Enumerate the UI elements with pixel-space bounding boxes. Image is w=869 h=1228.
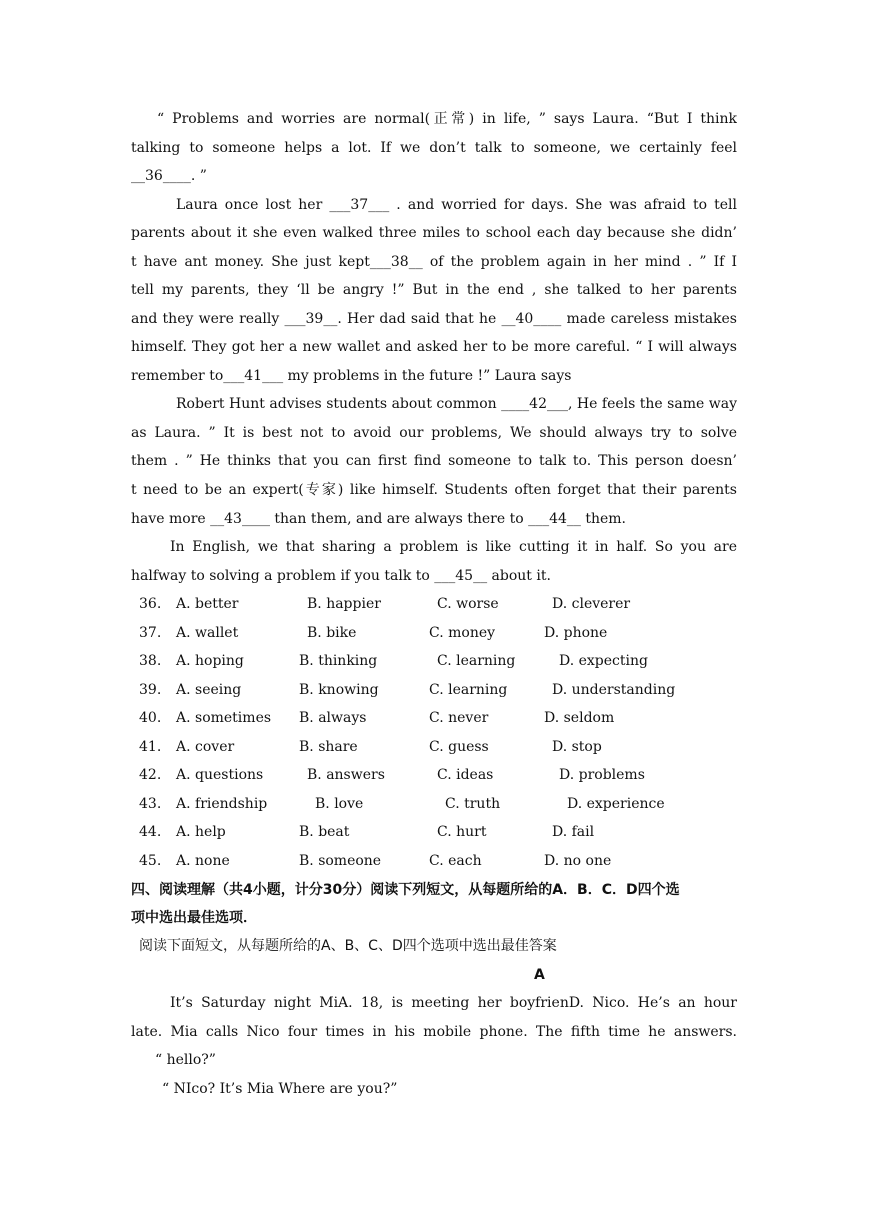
option-c: C. guess <box>429 739 489 755</box>
passage-line: t need to be an expert(专家) like himself. Students often forget that their parents <box>131 482 737 498</box>
passage-line: them . ” He thinks that you can first find someone to talk to. This person doesn’ <box>131 453 737 469</box>
question-number: 42. <box>139 767 162 783</box>
passage-line: and they were really ___39__. Her dad said that he __40____ made careless mistakes <box>131 311 737 327</box>
passage-title: A <box>534 967 545 983</box>
passage-line: himself. They got her a new wallet and asked her to be more careful. “ I will always <box>131 339 737 355</box>
option-b: B. share <box>299 739 358 755</box>
option-c: C. truth <box>445 796 501 812</box>
section-heading: 项中选出最佳选项． <box>131 910 257 926</box>
option-a: A. hoping <box>176 653 244 669</box>
option-d: D. phone <box>544 625 608 641</box>
passage-line: have more __43____ than them, and are always there to ___44__ them. <box>131 511 626 527</box>
question-number: 43. <box>139 796 162 812</box>
option-d: D. fail <box>552 824 595 840</box>
question-number: 44. <box>139 824 162 840</box>
option-d: D. problems <box>559 767 645 783</box>
option-a: A. friendship <box>176 796 268 812</box>
section-instruction: 阅读下面短文，从每题所给的A、B、C、D四个选项中选出最佳答案 <box>139 938 557 954</box>
option-c: C. never <box>429 710 489 726</box>
option-c: C. worse <box>437 596 499 612</box>
option-a: A. cover <box>176 739 235 755</box>
question-number: 36. <box>139 596 162 612</box>
passage-line: Robert Hunt advises students about common ____42___, He feels the same way <box>176 396 737 412</box>
option-d: D. stop <box>552 739 602 755</box>
question-number: 39. <box>139 682 162 698</box>
option-b: B. thinking <box>299 653 378 669</box>
option-b: B. beat <box>299 824 350 840</box>
reading-line: “ NIco? It’s Mia Where are you?” <box>162 1081 398 1097</box>
passage-line: halfway to solving a problem if you talk to ___45__ about it. <box>131 568 551 584</box>
option-b: B. knowing <box>299 682 379 698</box>
passage-line: tell my parents, they ‘ll be angry !” But in the end , she talked to her parents <box>131 282 737 298</box>
option-d: D. no one <box>544 853 612 869</box>
option-a: A. sometimes <box>176 710 272 726</box>
passage-line: as Laura. ” It is best not to avoid our problems, We should always try to solve <box>131 425 737 441</box>
passage-line: In English, we that sharing a problem is like cutting it in half. So you are <box>170 539 737 555</box>
question-number: 45. <box>139 853 162 869</box>
option-d: D. understanding <box>552 682 676 698</box>
reading-line: late. Mia calls Nico four times in his mobile phone. The fifth time he answers. <box>131 1024 737 1040</box>
option-c: C. each <box>429 853 482 869</box>
question-number: 41. <box>139 739 162 755</box>
option-a: A. questions <box>176 767 264 783</box>
passage-line: Laura once lost her ___37___ . and worried for days. She was afraid to tell <box>176 197 737 213</box>
reading-line: It’s Saturday night MiA. 18, is meeting her boyfrienD. Nico. He’s an hour <box>170 995 737 1011</box>
option-a: A. seeing <box>176 682 242 698</box>
option-a: A. help <box>176 824 226 840</box>
option-b: B. bike <box>307 625 357 641</box>
option-a: A. none <box>176 853 230 869</box>
option-c: C. learning <box>429 682 508 698</box>
question-number: 38. <box>139 653 162 669</box>
section-heading: 四、阅读理解（共4小题，计分30分）阅读下列短文，从每题所给的A．B．C．D四个选 <box>131 882 680 898</box>
passage-line: parents about it she even walked three miles to school each day because she didn’ <box>131 225 737 241</box>
option-b: B. someone <box>299 853 382 869</box>
option-d: D. cleverer <box>552 596 631 612</box>
passage-line: “ Problems and worries are normal(正常) in life, ” says Laura. “But I think <box>157 111 737 127</box>
option-c: C. ideas <box>437 767 494 783</box>
option-b: B. love <box>315 796 364 812</box>
option-d: D. experience <box>567 796 665 812</box>
passage-line: remember to___41___ my problems in the future !” Laura says <box>131 368 572 384</box>
reading-line: “ hello?” <box>155 1052 216 1068</box>
question-number: 37. <box>139 625 162 641</box>
option-d: D. expecting <box>559 653 648 669</box>
option-a: A. wallet <box>176 625 239 641</box>
option-c: C. hurt <box>437 824 487 840</box>
passage-line: t have ant money. She just kept___38__ of the problem again in her mind . ” If I <box>131 254 737 270</box>
option-a: A. better <box>176 596 239 612</box>
option-d: D. seldom <box>544 710 615 726</box>
passage-line: talking to someone helps a lot. If we don’t talk to someone, we certainly feel <box>131 140 737 156</box>
option-b: B. answers <box>307 767 385 783</box>
question-number: 40. <box>139 710 162 726</box>
passage-line: __36____. ” <box>131 168 207 184</box>
option-b: B. happier <box>307 596 381 612</box>
option-b: B. always <box>299 710 367 726</box>
option-c: C. money <box>429 625 496 641</box>
option-c: C. learning <box>437 653 516 669</box>
